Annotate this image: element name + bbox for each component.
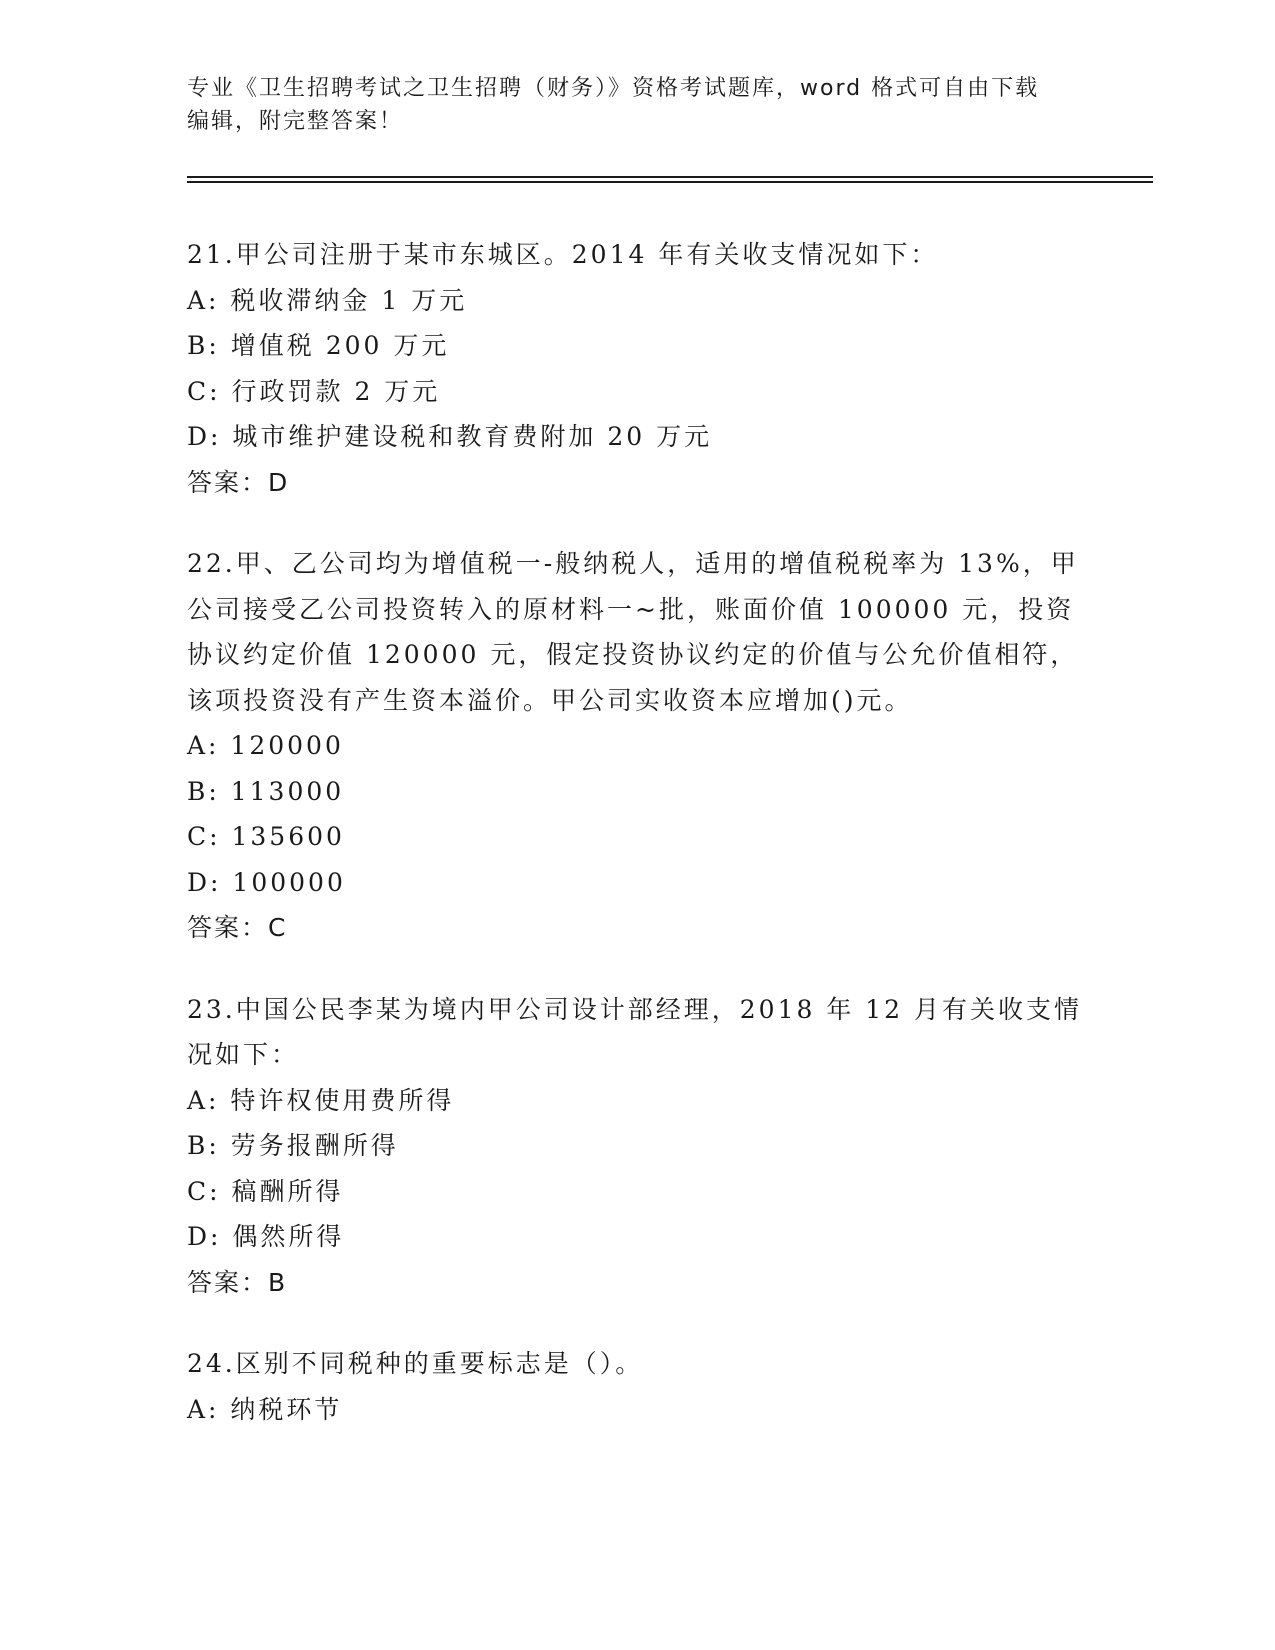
question-stem-line: 该项投资没有产生资本溢价。甲公司实收资本应增加()元。 — [187, 685, 913, 715]
option-d: D: 偶然所得 — [187, 1222, 345, 1251]
question-list — [187, 232, 1087, 1468]
option-b: B: 113000 — [187, 776, 345, 806]
option-c: C: 135600 — [187, 822, 345, 851]
option-c: C: 行政罚款 2 万元 — [187, 376, 441, 406]
option-b: B: 增值税 200 万元 — [187, 331, 450, 360]
option-a: A: 纳税环节 — [187, 1394, 343, 1424]
option-d: D: 城市维护建设税和教育费附加 20 万元 — [187, 422, 713, 451]
question-21 — [187, 232, 1087, 505]
option-a: A: 税收滞纳金 1 万元 — [187, 285, 468, 315]
option-d: D: 100000 — [187, 867, 346, 897]
option-a: A: 120000 — [187, 731, 344, 760]
answer: 答案：B — [187, 1267, 288, 1297]
header-line-1: 专业《卫生招聘考试之卫生招聘（财务）》资格考试题库，word 格式可自由下载 — [187, 76, 1040, 101]
question-stem-line: 23.中国公民李某为境内甲公司设计部经理，2018 年 12 月有关收支情 — [187, 994, 1083, 1024]
question-stem-line: 况如下： — [187, 1040, 300, 1069]
option-a: A: 特许权使用费所得 — [187, 1085, 455, 1115]
question-stem: 24.区别不同税种的重要标志是（）。 — [187, 1349, 644, 1378]
question-stem-line: 协议约定价值 120000 元，假定投资协议约定的价值与公允价值相符， — [187, 640, 1079, 669]
question-22 — [187, 541, 1087, 951]
question-23 — [187, 987, 1087, 1306]
question-stem-line: 公司接受乙公司投资转入的原材料一~批，账面价值 100000 元，投资 — [187, 594, 1075, 624]
header-rule-bottom — [187, 181, 1153, 183]
header-line-2: 编辑，附完整答案！ — [187, 109, 404, 134]
question-stem: 21.甲公司注册于某市东城区。2014 年有关收支情况如下： — [187, 240, 939, 269]
question-stem-line: 22.甲、乙公司均为增值税一-般纳税人，适用的增值税税率为 13%，甲 — [187, 549, 1079, 578]
question-24 — [187, 1341, 1087, 1432]
answer: 答案：D — [187, 467, 290, 497]
option-b: B: 劳务报酬所得 — [187, 1131, 399, 1160]
document-header — [187, 72, 1087, 138]
option-c: C: 稿酬所得 — [187, 1176, 344, 1206]
answer: 答案：C — [187, 913, 288, 942]
header-rule-top — [187, 176, 1153, 178]
